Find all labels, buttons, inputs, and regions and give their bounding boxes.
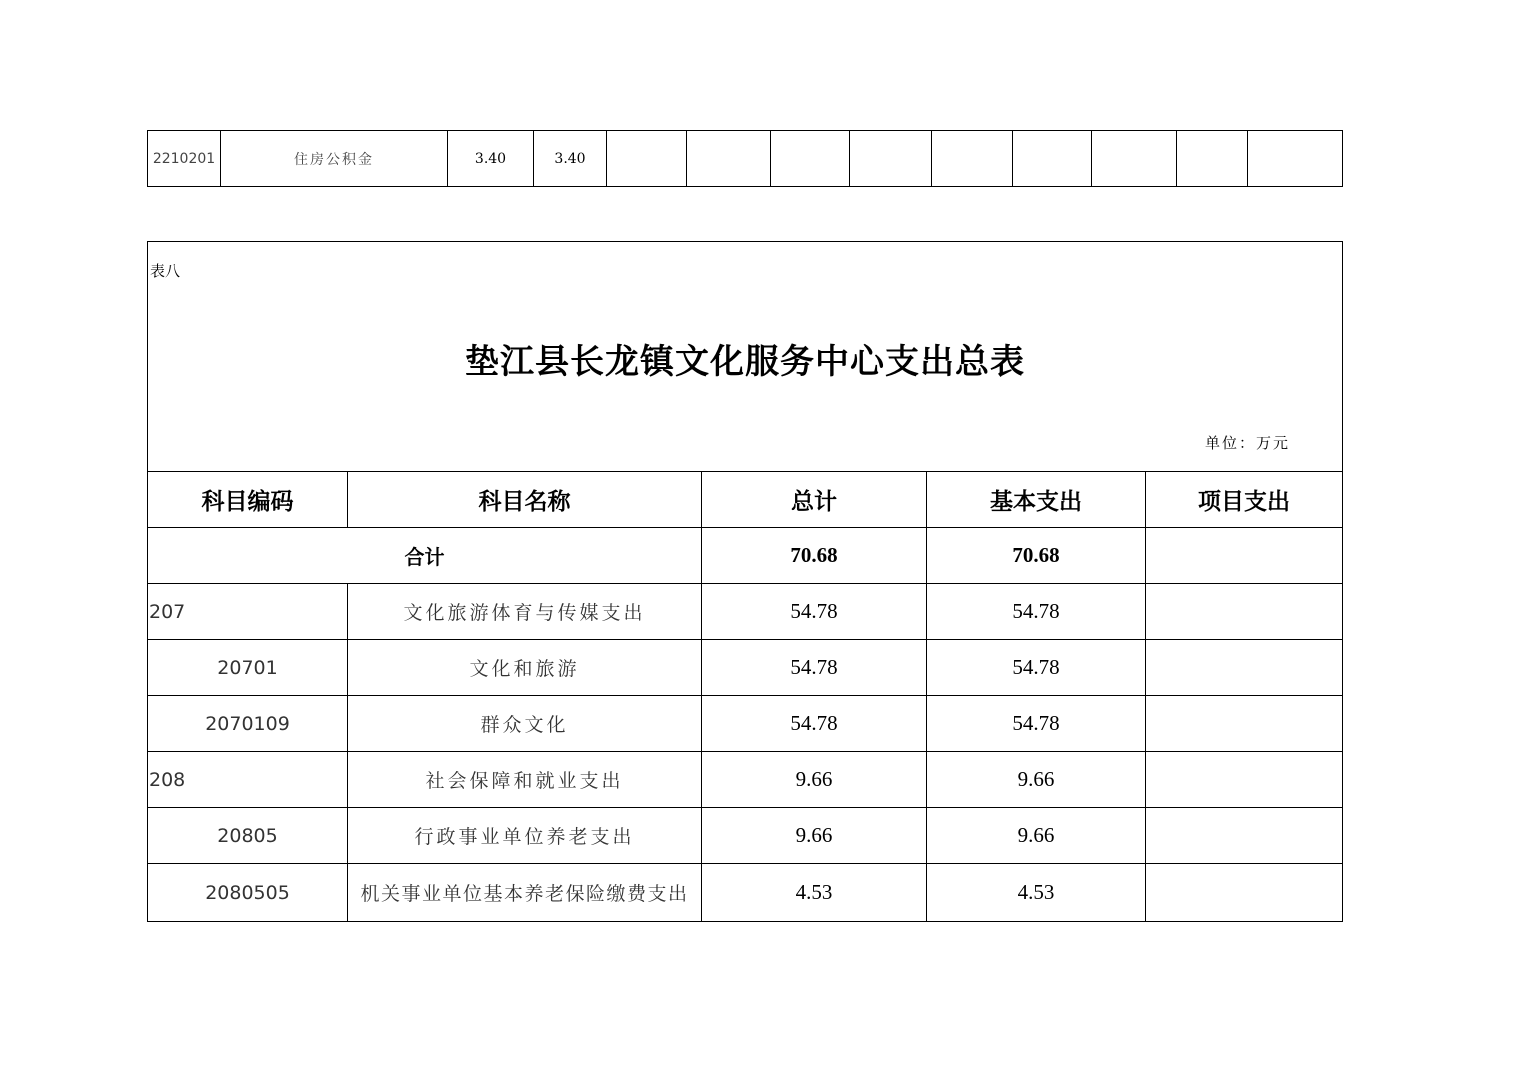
total-cell: 9.66 xyxy=(702,752,927,808)
empty-cell xyxy=(850,131,932,187)
project-cell xyxy=(1146,864,1343,922)
subject-code-cell: 2210201 xyxy=(148,131,221,187)
subject-name-cell: 住房公积金 xyxy=(221,131,448,187)
column-header: 项目支出 xyxy=(1146,472,1343,528)
basic-cell: 54.78 xyxy=(927,640,1146,696)
table-row xyxy=(148,752,1343,808)
title-cell xyxy=(148,242,1343,472)
table-row xyxy=(148,808,1343,864)
basic-cell: 4.53 xyxy=(927,864,1146,922)
empty-cell xyxy=(607,131,687,187)
subject-code-cell: 2080505 xyxy=(148,864,348,922)
basic-cell: 9.66 xyxy=(927,752,1146,808)
project-cell xyxy=(1146,640,1343,696)
total-cell: 70.68 xyxy=(702,528,927,584)
empty-cell xyxy=(1092,131,1177,187)
total-cell: 3.40 xyxy=(448,131,534,187)
table-row xyxy=(148,131,1343,187)
total-cell: 54.78 xyxy=(702,640,927,696)
total-label: 合计 xyxy=(148,528,702,584)
project-cell xyxy=(1146,696,1343,752)
basic-cell: 54.78 xyxy=(927,696,1146,752)
subject-name-cell: 群众文化 xyxy=(348,696,702,752)
unit-label: 单位：万元 xyxy=(1205,434,1291,452)
basic-cell: 3.40 xyxy=(534,131,607,187)
subject-code-cell: 20805 xyxy=(148,808,348,864)
empty-cell xyxy=(1177,131,1248,187)
total-cell: 54.78 xyxy=(702,584,927,640)
project-cell xyxy=(1146,584,1343,640)
previous-table-fragment xyxy=(147,130,1343,187)
basic-cell: 70.68 xyxy=(927,528,1146,584)
basic-cell: 9.66 xyxy=(927,808,1146,864)
table-row xyxy=(148,584,1343,640)
total-row xyxy=(148,528,1343,584)
empty-cell xyxy=(687,131,771,187)
column-header: 基本支出 xyxy=(927,472,1146,528)
table-header-block xyxy=(148,242,1343,472)
project-cell xyxy=(1146,752,1343,808)
table-row xyxy=(148,640,1343,696)
subject-code-cell: 2070109 xyxy=(148,696,348,752)
page-title: 垫江县长龙镇文化服务中心支出总表 xyxy=(465,342,1026,382)
column-header: 科目名称 xyxy=(348,472,702,528)
table-row xyxy=(148,696,1343,752)
column-header: 总计 xyxy=(702,472,927,528)
table-number: 表八 xyxy=(150,262,181,280)
total-cell: 54.78 xyxy=(702,696,927,752)
expenditure-summary-table xyxy=(147,241,1343,922)
subject-name-cell: 文化和旅游 xyxy=(348,640,702,696)
column-header-row xyxy=(148,472,1343,528)
subject-code-cell: 208 xyxy=(148,752,348,808)
empty-cell xyxy=(1248,131,1343,187)
total-cell: 9.66 xyxy=(702,808,927,864)
subject-name-cell: 机关事业单位基本养老保险缴费支出 xyxy=(348,864,702,922)
empty-cell xyxy=(932,131,1013,187)
subject-name-cell: 行政事业单位养老支出 xyxy=(348,808,702,864)
total-cell: 4.53 xyxy=(702,864,927,922)
project-cell xyxy=(1146,808,1343,864)
subject-name-cell: 文化旅游体育与传媒支出 xyxy=(348,584,702,640)
subject-code-cell: 207 xyxy=(148,584,348,640)
empty-cell xyxy=(1013,131,1092,187)
table-row xyxy=(148,864,1343,922)
empty-cell xyxy=(771,131,850,187)
subject-code-cell: 20701 xyxy=(148,640,348,696)
basic-cell: 54.78 xyxy=(927,584,1146,640)
project-cell xyxy=(1146,528,1343,584)
subject-name-cell: 社会保障和就业支出 xyxy=(348,752,702,808)
column-header: 科目编码 xyxy=(148,472,348,528)
